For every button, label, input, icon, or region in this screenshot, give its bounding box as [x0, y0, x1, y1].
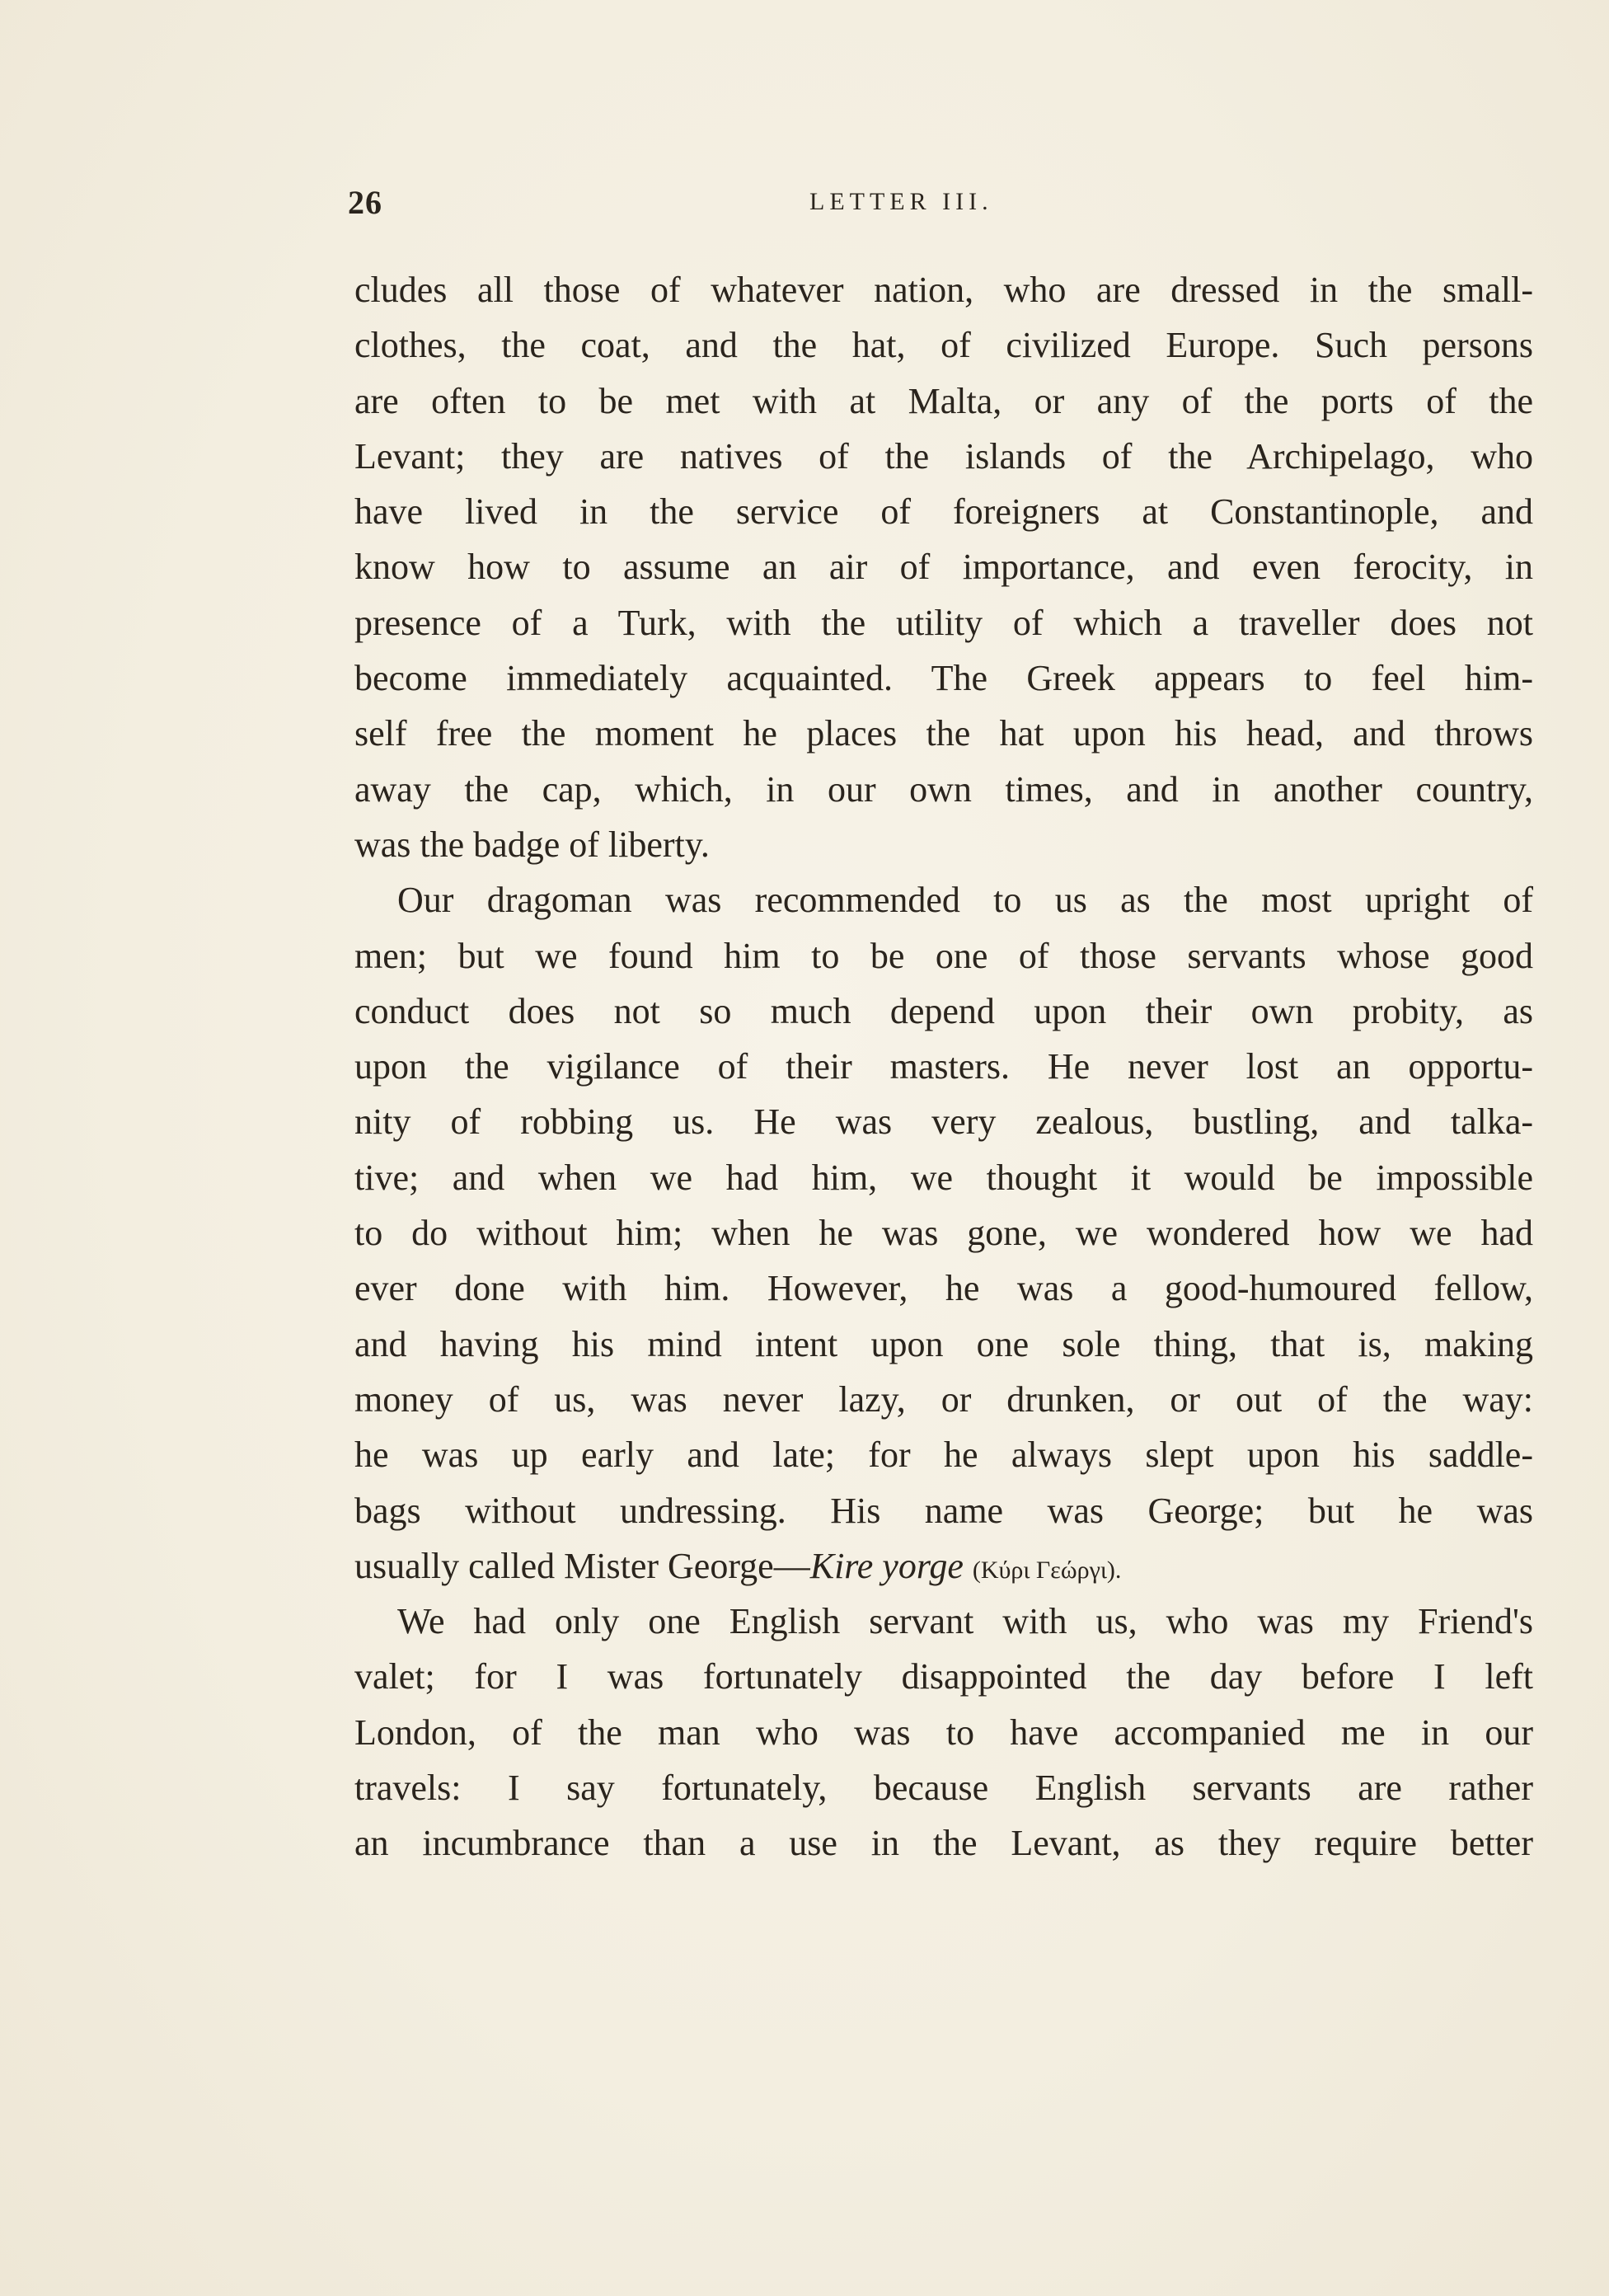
text-line: men; but we found him to be one of those servants whose good: [354, 935, 1533, 976]
text-line: Levant; they are natives of the islands of the Archipelago, who: [354, 435, 1533, 477]
text-line: valet; for I was fortunately disappointed the day before I left: [354, 1656, 1533, 1697]
text-line: clothes, the coat, and the hat, of civilized Europe. Such persons: [354, 325, 1533, 366]
text-line-mixed: [354, 1538, 1533, 1594]
text-line: money of us, was never lazy, or drunken, or out of the way:: [354, 1378, 1533, 1420]
text-line: are often to be met with at Malta, or any of the ports of the: [354, 380, 1533, 421]
text-line: bags without undressing. His name was George; but he was: [354, 1490, 1533, 1531]
text-line: become immediately acquainted. The Greek appears to feel him-: [354, 658, 1533, 699]
greek-phrase: (Κύρι Γεώργι).: [972, 1556, 1122, 1584]
italic-phrase: Kire yorge: [809, 1545, 964, 1586]
text-line: ever done with him. However, he was a good-humoured fellow,: [354, 1268, 1533, 1309]
text-line: cludes all those of whatever nation, who are dressed in the small-: [354, 270, 1533, 310]
text-line: self free the moment he places the hat upon his head, and throws: [354, 713, 1533, 754]
text-line: London, of the man who was to have accompanied me in our: [354, 1711, 1533, 1753]
text-line: away the cap, which, in our own times, and in another country,: [354, 768, 1533, 810]
text-line: and having his mind intent upon one sole thing, that is, making: [354, 1323, 1533, 1364]
text-line: to do without him; when he was gone, we wondered how we had: [354, 1213, 1533, 1254]
text-line: have lived in the service of foreigners at Constantinople, and: [354, 491, 1533, 533]
text-line: was the badge of liberty.: [354, 824, 710, 865]
text-line: tive; and when we had him, we thought it would be impossible: [354, 1157, 1533, 1198]
line-prefix: usually called Mister George—: [354, 1545, 810, 1586]
text-line: conduct does not so much depend upon their own probity, as: [354, 990, 1533, 1031]
paragraph-start-line: Our dragoman was recommended to us as the most upright of: [397, 880, 1533, 921]
text-line: an incumbrance than a use in the Levant, as they require better: [354, 1823, 1533, 1864]
text-line: know how to assume an air of importance, and even ferocity, in: [354, 547, 1533, 588]
running-head: LETTER III.: [809, 188, 993, 215]
text-line: presence of a Turk, with the utility of which a traveller does not: [354, 602, 1533, 643]
text-line: travels: I say fortunately, because English servants are rather: [354, 1768, 1533, 1809]
text-line: upon the vigilance of their masters. He never lost an opportu-: [354, 1046, 1533, 1087]
text-line: he was up early and late; for he always slept upon his saddle-: [354, 1434, 1533, 1476]
page-number: 26: [348, 184, 382, 221]
body-text: [354, 262, 1533, 1871]
page-header: [348, 183, 1057, 232]
paragraph-start-line: We had only one English servant with us, who was my Friend's: [397, 1601, 1533, 1642]
text-line: nity of robbing us. He was very zealous, bustling, and talka-: [354, 1101, 1533, 1143]
